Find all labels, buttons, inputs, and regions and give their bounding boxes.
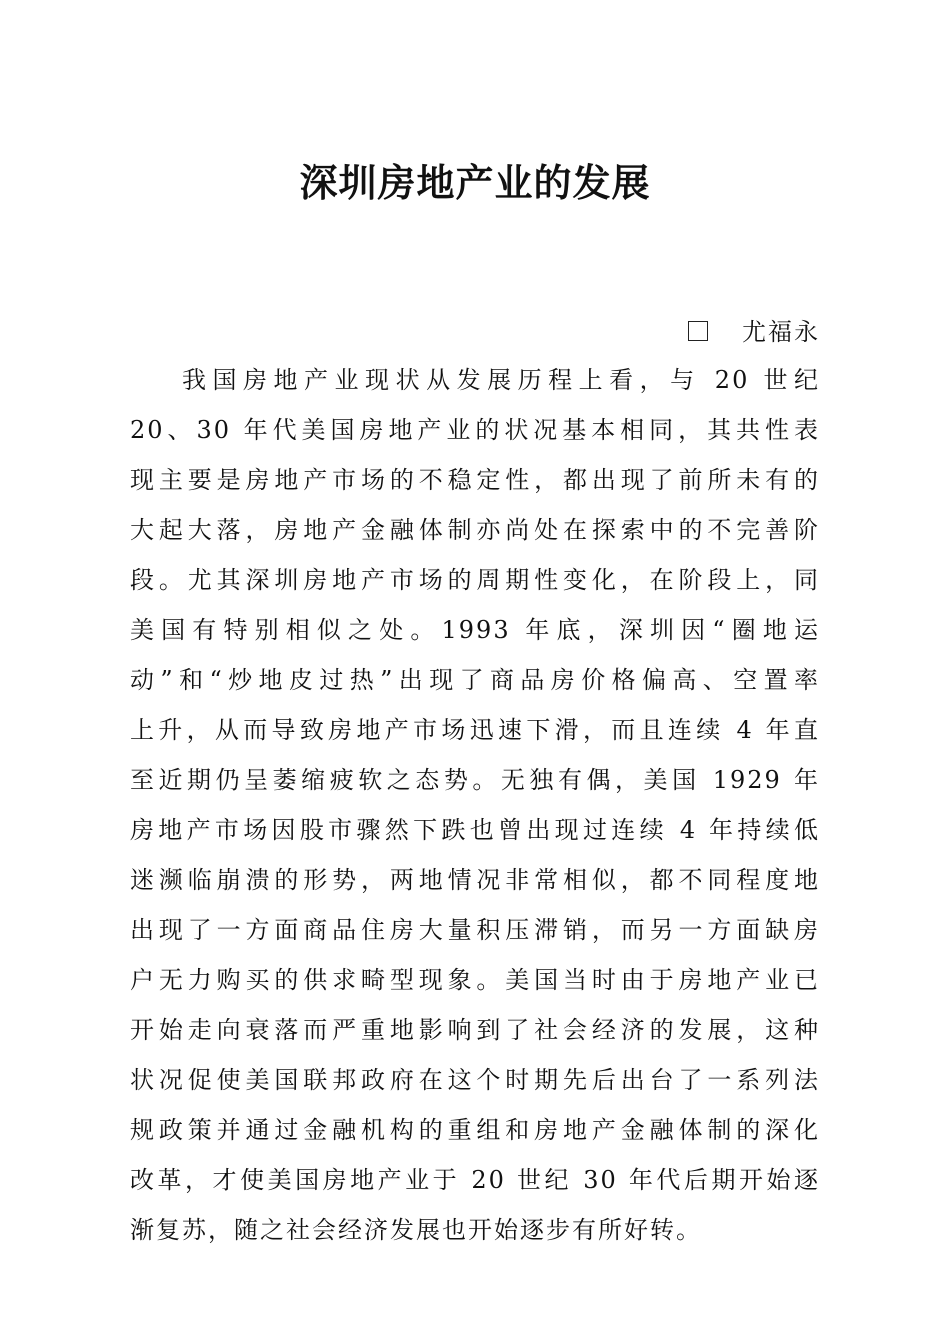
- author-name: 尤福永: [742, 318, 820, 346]
- paragraph-line: 迷濒临崩溃的形势，两地情况非常相似，都不同程度地: [130, 866, 820, 894]
- paragraph-line: 规政策并通过金融机构的重组和房地产金融体制的深化: [130, 1116, 820, 1144]
- paragraph-line: 大起大落，房地产金融体制亦尚处在探索中的不完善阶: [130, 516, 820, 544]
- paragraph-line: 现主要是房地产市场的不稳定性，都出现了前所未有的: [130, 466, 820, 494]
- square-bullet-icon: [688, 321, 708, 341]
- body-paragraph: [130, 355, 820, 1255]
- paragraph-line: 20、30 年代美国房地产业的状况基本相同，其共性表: [130, 416, 820, 444]
- paragraph-line: 段。尤其深圳房地产市场的周期性变化，在阶段上，同: [130, 566, 820, 594]
- paragraph-line: 我国房地产业现状从发展历程上看，与 20 世纪: [182, 366, 820, 394]
- paragraph-line: 改革，才使美国房地产业于 20 世纪 30 年代后期开始逐: [130, 1166, 820, 1194]
- paragraph-line: 出现了一方面商品住房大量积压滞销，而另一方面缺房: [130, 916, 820, 944]
- paragraph-line: 美国有特别相似之处。1993 年底，深圳因“圈地运: [130, 616, 820, 644]
- paragraph-line: 上升，从而导致房地产市场迅速下滑，而且连续 4 年直: [130, 716, 820, 744]
- paragraph-line: 房地产市场因股市骤然下跌也曾出现过连续 4 年持续低: [130, 816, 820, 844]
- paragraph-line: 开始走向衰落而严重地影响到了社会经济的发展，这种: [130, 1016, 820, 1044]
- document-title: 深圳房地产业的发展: [299, 161, 651, 205]
- paragraph-line: 户无力购买的供求畸型现象。美国当时由于房地产业已: [130, 966, 820, 994]
- paragraph-line: 状况促使美国联邦政府在这个时期先后出台了一系列法: [130, 1066, 820, 1094]
- paragraph-line: 动”和“炒地皮过热”出现了商品房价格偏高、空置率: [130, 666, 820, 694]
- author-byline: [688, 312, 820, 352]
- paragraph-line: 渐复苏，随之社会经济发展也开始逐步有所好转。: [130, 1216, 702, 1244]
- paragraph-line: 至近期仍呈萎缩疲软之态势。无独有偶，美国 1929 年: [130, 766, 820, 794]
